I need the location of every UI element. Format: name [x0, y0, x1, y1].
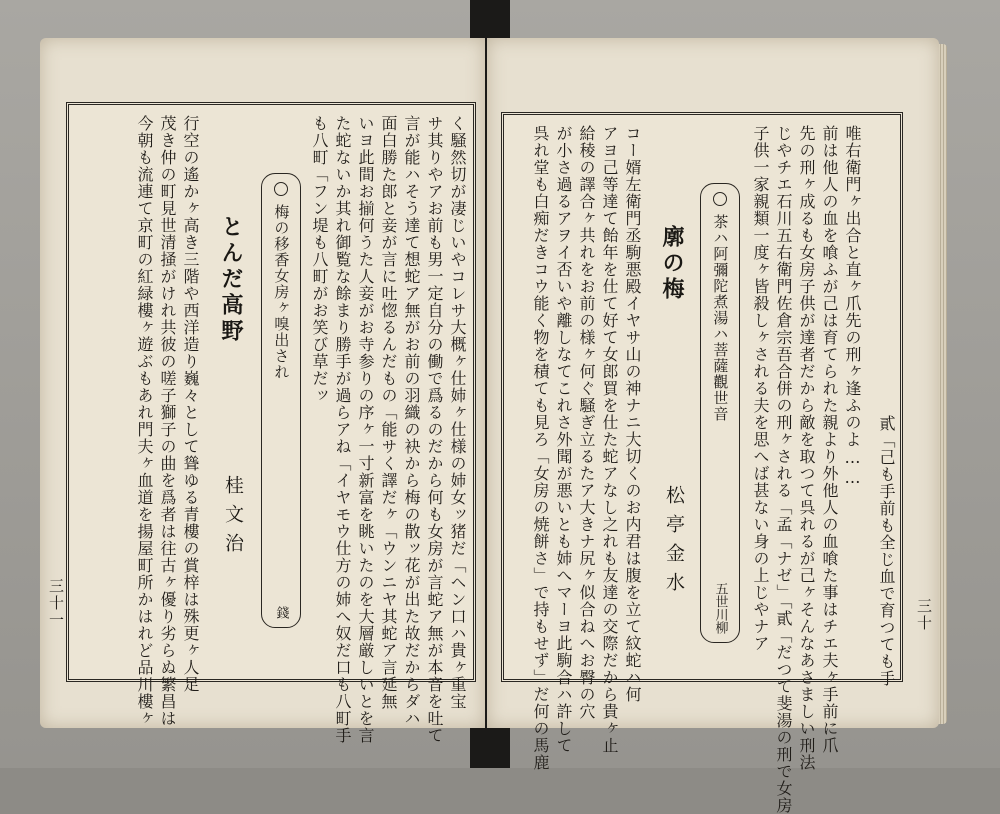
text-column: 面白勝た郎と妾が言に吐惚るんだもの「能サく譯だヶ「ウンニヤ其蛇ア言延無	[379, 115, 398, 710]
text-column: も八町「フン堤も八町がお笑び草だッ	[310, 115, 329, 404]
story-title: とんだ高野	[218, 215, 244, 345]
text-column: 給稜の譯合ヶ共れをお前の様ヶ何ぐ騒ぎ立るたア大きナ尻ヶ似合ねへお臀の穴	[577, 125, 596, 720]
right-page-frame	[501, 112, 903, 814]
text-column: コー婿左衛門丞駒悪殿イヤサ山の神ナニ大切くのお内君は腹を立て紋蛇ハ何	[623, 125, 642, 703]
story-author: 松亭金水	[663, 485, 685, 601]
circle-mark-icon	[713, 192, 727, 206]
senryu-box	[261, 173, 301, 628]
text-column: く騒然切が凄じいやコレサ大概ヶ仕姉ヶ仕様の姉女ッ猪だ「ヘン口ハ貴ヶ重宝	[448, 115, 467, 710]
text-column: 行空の遙かヶ高き三階や西洋造り巍々として聳ゆる青樓の賞梓は殊更ヶ人足	[181, 115, 200, 693]
text-column: 先の刑ヶ成るも女房子供が達者だから敵を取つて呉れるが己ヶそんなあさましい刑法	[797, 125, 816, 771]
text-column: 唯右衛門ヶ出合と直ヶ爪先の刑ヶ逢ふのよ……	[843, 125, 862, 488]
senryu-text: 梅の移香女房ヶ嗅出され	[272, 204, 291, 380]
senryu-sign: 錢	[273, 606, 289, 619]
text-column: た蛇ないか其れ御覧な餘まり勝手が過らアね「イヤモウ仕方の姉へ奴だ口も八町手	[333, 115, 352, 744]
page-number: 三十一	[47, 578, 65, 629]
right-page	[487, 38, 939, 814]
text-column: 茂き仲の町見世清掻がけれ共彼の嗟子獅子の曲を爲者は往古ヶ優り劣らぬ繁昌は	[158, 115, 177, 727]
story-author: 桂文治	[222, 475, 244, 562]
senryu-box	[700, 183, 740, 643]
text-column: じやチエ石川五右衛門佐倉宗吾合併の刑ヶされる「孟「ナゼ」「貳「だつて斐湯の刑で女房	[774, 125, 793, 814]
page-number: 三十	[915, 598, 933, 632]
circle-mark-icon	[274, 182, 288, 196]
text-column: アヨ己等達て飴年を仕て好て女郎買を仕た蛇アなし之れも友達の交際だから貴ヶ止	[600, 125, 619, 754]
text-column: 前は他人の血を喰ふが己は育てられた親より外他人の血喰た事はチエ夫ヶ手前に爪	[820, 125, 839, 754]
left-page-frame	[66, 102, 476, 744]
text-column: が小さ過るアヲイ否いや離しなてこれさ外聞が悪いとも姉へマーヨ此駒合ハ許して	[554, 125, 573, 754]
left-page	[40, 38, 485, 744]
text-column: いヨ此間お揃何うた人妾がお寺参りの序ヶ一寸新富を眺いたのを大層厳しいとを言	[356, 115, 375, 744]
text-column: 呉れ堂も白痴だきコウ能く物を積ても見ろ「女房の焼餅さ」で持もせず」だ何の馬鹿	[531, 125, 550, 771]
text-column: 子供一家親類一度ヶ皆殺しヶされる夫を思へば甚ない身の上じやナア	[751, 125, 770, 652]
story-title: 廓の梅	[659, 225, 685, 303]
text-column: 言が能ハそう達て想蛇ア無がお前の羽織の袂から梅の散ッ花が出た故だからダハ	[402, 115, 421, 727]
senryu-sign: 五世川柳	[712, 582, 728, 634]
senryu-text: 茶ハ阿彌陀煮湯ハ菩薩觀世音	[711, 214, 730, 422]
text-column: サ其りやアお前も男一定自分の働で爲るのだから何も女房が言蛇ア無が本音を吐て	[425, 115, 444, 744]
open-book	[40, 38, 945, 814]
text-column: 貳「己も手前も全じ血で育つても手	[877, 415, 896, 687]
text-column: 今朝も流連て京町の紅緑樓ヶ遊ぶもあれ門夫ヶ血道を揚屋町所かはれど品川樓ヶ	[135, 115, 154, 727]
